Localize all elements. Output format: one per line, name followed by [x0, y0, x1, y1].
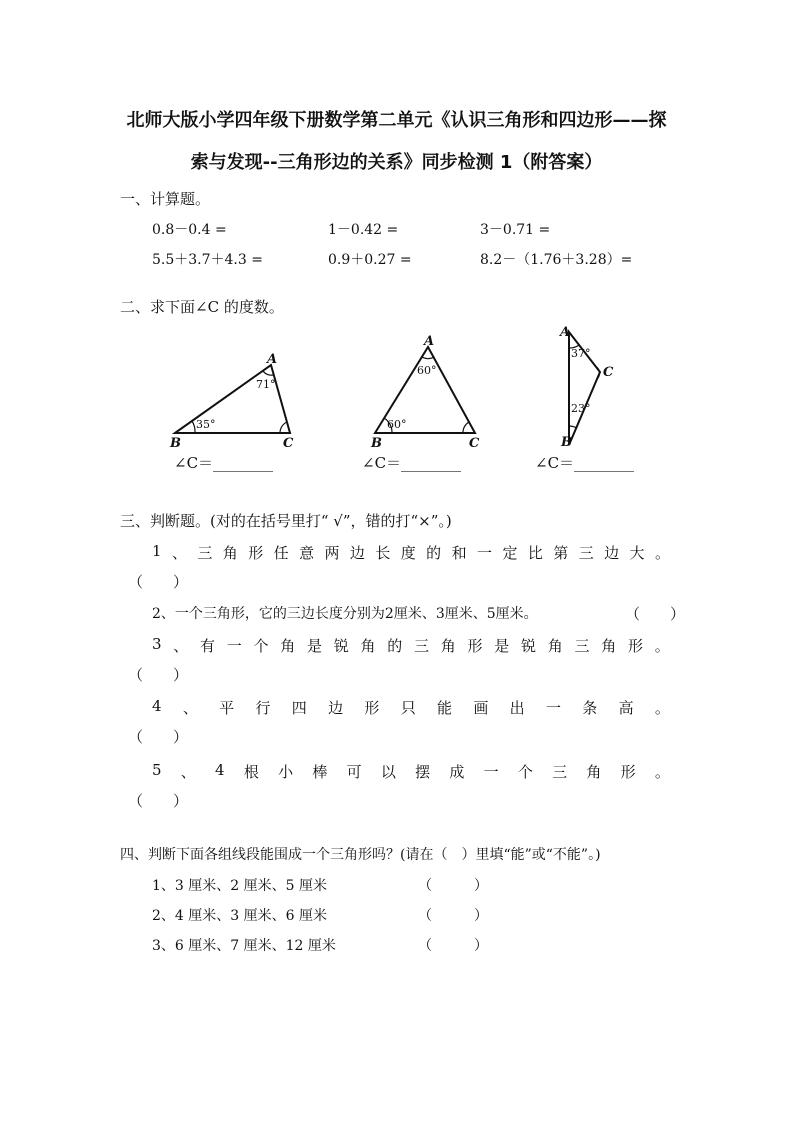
- judge-paren-1[interactable]: （ ）: [128, 573, 189, 591]
- vertex-b-1: B: [170, 436, 181, 451]
- judge-char: 大: [629, 544, 645, 562]
- judge-char: 锐: [521, 637, 537, 655]
- judge-char: 画: [473, 699, 489, 717]
- judge-char: 。: [654, 763, 670, 781]
- judge-char: 根: [243, 763, 259, 781]
- judge-char: 形: [364, 699, 380, 717]
- answer-blank-1: ∠C＝________: [174, 454, 274, 472]
- vertex-b-3: B: [561, 435, 572, 450]
- judge-char: 。: [654, 637, 670, 655]
- title-line-1: 北师大版小学四年级下册数学第二单元《认识三角形和四边形——探: [126, 110, 667, 131]
- angle-arc-b-3: [569, 426, 577, 428]
- vertex-a-2: A: [424, 334, 435, 349]
- judge-char: 有: [200, 637, 216, 655]
- segment-paren-2[interactable]: （ ）: [418, 908, 488, 924]
- angle-arc-c-1: [280, 422, 287, 433]
- judge-char: 3: [152, 635, 162, 653]
- vertex-c-1: C: [283, 436, 294, 451]
- judge-char: 角: [547, 637, 563, 655]
- angle-label-a-1: 71°: [256, 378, 276, 391]
- calc-item: 3－0.71 =: [480, 222, 551, 238]
- judge-char: 两: [324, 544, 340, 562]
- judge-paren-5[interactable]: （ ）: [128, 792, 189, 810]
- judge-char: 角: [586, 763, 602, 781]
- vertex-b-2: B: [371, 436, 382, 451]
- judge-char: 一: [483, 763, 499, 781]
- judge-char: 形: [628, 637, 644, 655]
- judge-char: 三: [574, 637, 590, 655]
- vertex-a-1: A: [267, 352, 278, 367]
- judge-char: 角: [601, 637, 617, 655]
- judge-item-1: [152, 542, 670, 563]
- judge-char: 条: [582, 699, 598, 717]
- judge-char: 可: [346, 763, 362, 781]
- judge-char: 5: [152, 761, 162, 779]
- calc-item: 0.8－0.4 =: [152, 222, 227, 238]
- vertex-c-2: C: [469, 436, 480, 451]
- judge-char: 三: [578, 544, 594, 562]
- vertex-a-3: A: [560, 325, 571, 340]
- judge-char: 4: [215, 761, 225, 779]
- angle-label-b-1: 35°: [196, 418, 216, 431]
- judge-char: 和: [451, 544, 467, 562]
- judge-char: 、: [173, 637, 189, 655]
- segment-item-1: 1、3 厘米、2 厘米、5 厘米: [152, 878, 327, 894]
- judge-char: 角: [280, 637, 296, 655]
- judge-item-4: [152, 697, 670, 718]
- judge-char: 定: [502, 544, 518, 562]
- judge-char: 角: [360, 637, 376, 655]
- judge-item-5: [152, 761, 670, 782]
- judge-char: 锐: [333, 637, 349, 655]
- calc-item: 0.9＋0.27 =: [328, 252, 412, 268]
- judge-char: 行: [255, 699, 271, 717]
- judge-char: 。: [654, 699, 670, 717]
- vertex-c-3: C: [603, 365, 614, 380]
- judge-char: 摆: [415, 763, 431, 781]
- angle-label-a-3: 37°: [571, 347, 591, 360]
- judge-char: 是: [494, 637, 510, 655]
- angle-arc-c-2: [463, 422, 469, 433]
- angle-arc-a-2: [422, 357, 434, 359]
- judge-char: 形: [620, 763, 636, 781]
- judge-char: 形: [467, 637, 483, 655]
- judge-char: 是: [307, 637, 323, 655]
- judge-char: 以: [380, 763, 396, 781]
- judge-item-3: [152, 635, 670, 656]
- segment-paren-3[interactable]: （ ）: [418, 938, 488, 954]
- segment-item-3: 3、6 厘米、7 厘米、12 厘米: [152, 938, 336, 954]
- judge-item-2: 2、一个三角形，它的三边长度分别为2厘米、3厘米、5厘米。: [152, 606, 538, 622]
- judge-char: 边: [328, 699, 344, 717]
- judge-char: 能: [437, 699, 453, 717]
- title-line-2: 索与发现--三角形边的关系》同步检测 1（附答案）: [190, 152, 603, 173]
- judge-paren-3[interactable]: （ ）: [128, 666, 189, 684]
- judge-char: 个: [253, 637, 269, 655]
- judge-char: 一: [545, 699, 561, 717]
- judge-char: 比: [527, 544, 543, 562]
- answer-blank-2: ∠C＝________: [362, 454, 462, 472]
- judge-paren-2[interactable]: （ ）: [625, 605, 686, 623]
- judge-char: 个: [517, 763, 533, 781]
- angle-label-b-3: 23°: [571, 402, 591, 415]
- judge-char: 高: [618, 699, 634, 717]
- judge-char: 4: [152, 697, 162, 715]
- judge-char: 三: [414, 637, 430, 655]
- calc-item: 8.2－（1.76＋3.28）=: [480, 252, 633, 268]
- judge-char: 四: [291, 699, 307, 717]
- judge-char: 边: [349, 544, 365, 562]
- judge-char: 一: [226, 637, 242, 655]
- judge-char: 长: [375, 544, 391, 562]
- angle-arc-a-1: [263, 371, 273, 375]
- judge-char: 三: [197, 544, 213, 562]
- judge-char: 形: [248, 544, 264, 562]
- judge-char: 、: [180, 763, 196, 781]
- judge-char: 平: [219, 699, 235, 717]
- judge-char: 任: [273, 544, 289, 562]
- section2-heading: 二、求下面∠C 的度数。: [120, 298, 284, 316]
- section4-heading: 四、判断下面各组线段能围成一个三角形吗？(请在（ ）里填“能”或“不能”。): [120, 847, 601, 863]
- judge-char: 。: [654, 544, 670, 562]
- judge-char: 出: [509, 699, 525, 717]
- judge-char: 成: [449, 763, 465, 781]
- section3-heading: 三、判断题。(对的在括号里打“ √”，错的打“×”。): [120, 512, 452, 530]
- judge-paren-4[interactable]: （ ）: [128, 728, 189, 746]
- angle-label-b-2: 60°: [387, 418, 407, 431]
- segment-item-2: 2、4 厘米、3 厘米、6 厘米: [152, 908, 327, 924]
- judge-char: 1: [152, 542, 162, 560]
- judge-char: 、: [171, 544, 187, 562]
- judge-char: 意: [299, 544, 315, 562]
- judge-char: 边: [604, 544, 620, 562]
- angle-arc-b-1: [192, 421, 195, 433]
- answer-blank-3: ∠C＝________: [535, 454, 635, 472]
- judge-char: 只: [400, 699, 416, 717]
- calc-item: 5.5＋3.7＋4.3 =: [152, 252, 263, 268]
- judge-char: 一: [477, 544, 493, 562]
- angle-label-a-2: 60°: [417, 364, 437, 377]
- section1-heading: 一、计算题。: [120, 190, 211, 208]
- judge-char: 三: [552, 763, 568, 781]
- judge-char: 棒: [312, 763, 328, 781]
- calc-item: 1－0.42 =: [328, 222, 399, 238]
- segment-paren-1[interactable]: （ ）: [418, 878, 488, 894]
- judge-char: 角: [222, 544, 238, 562]
- judge-char: 的: [426, 544, 442, 562]
- judge-char: 角: [440, 637, 456, 655]
- judge-char: 、: [182, 699, 198, 717]
- judge-char: 度: [400, 544, 416, 562]
- judge-char: 的: [387, 637, 403, 655]
- judge-char: 第: [553, 544, 569, 562]
- judge-char: 小: [278, 763, 294, 781]
